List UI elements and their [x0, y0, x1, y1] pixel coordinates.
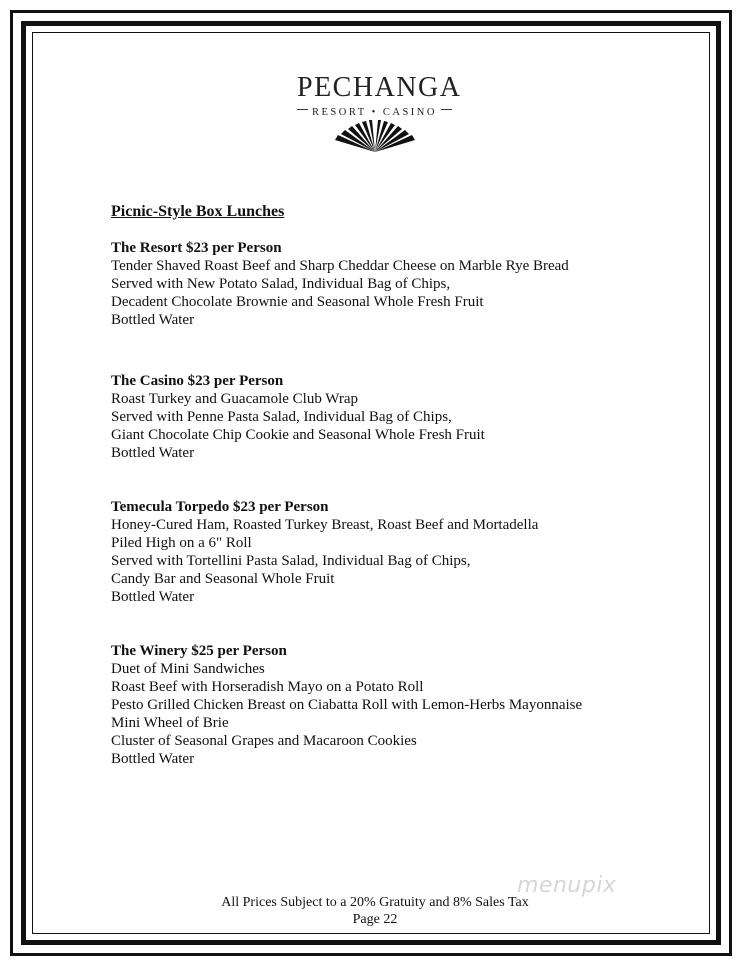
- logo-wordmark: PECHANGA: [297, 72, 462, 103]
- menu-item-name: The Resort $23 per Person: [111, 240, 282, 256]
- logo-subtitle-row: [297, 102, 452, 116]
- menu-item-line: Served with New Potato Salad, Individual Bag of Chips,: [111, 276, 451, 292]
- feather-emblem-icon: [320, 116, 430, 154]
- menu-item-name: Temecula Torpedo $23 per Person: [111, 499, 329, 515]
- menu-item-name: The Winery $25 per Person: [111, 643, 287, 659]
- menu-item-line: Piled High on a 6" Roll: [111, 535, 252, 551]
- menu-item-the-casino: [111, 372, 671, 462]
- menu-item-line: Duet of Mini Sandwiches: [111, 661, 265, 677]
- menu-item-line: Served with Tortellini Pasta Salad, Individual Bag of Chips,: [111, 553, 471, 569]
- menu-item-the-resort: [111, 239, 671, 329]
- menu-item-name: The Casino $23 per Person: [111, 373, 284, 389]
- menu-item-line: Decadent Chocolate Brownie and Seasonal Whole Fresh Fruit: [111, 294, 484, 310]
- menu-item-line: Giant Chocolate Chip Cookie and Seasonal Whole Fresh Fruit: [111, 427, 485, 443]
- menu-item-line: Mini Wheel of Brie: [111, 715, 229, 731]
- menu-item-line: Candy Bar and Seasonal Whole Fruit: [111, 571, 335, 587]
- menu-content: [111, 203, 671, 768]
- footer-note: All Prices Subject to a 20% Gratuity and 8% Sales Tax: [221, 895, 529, 910]
- menu-item-line: Bottled Water: [111, 751, 195, 767]
- menu-item-line: Tender Shaved Roast Beef and Sharp Cheddar Cheese on Marble Rye Bread: [111, 258, 569, 274]
- pechanga-logo: [297, 72, 462, 155]
- menu-item-the-winery: [111, 642, 671, 768]
- menu-item-line: Bottled Water: [111, 589, 195, 605]
- menu-item-line: Honey-Cured Ham, Roasted Turkey Breast, Roast Beef and Mortadella: [111, 517, 539, 533]
- section-title: Picnic-Style Box Lunches: [111, 203, 285, 220]
- menu-item-line: Bottled Water: [111, 312, 195, 328]
- menu-item-temecula-torpedo: [111, 498, 671, 606]
- menu-item-line: Cluster of Seasonal Grapes and Macaroon Cookies: [111, 733, 417, 749]
- menupix-watermark: menupix: [517, 873, 617, 898]
- menu-item-line: Pesto Grilled Chicken Breast on Ciabatta Roll with Lemon-Herbs Mayonnaise: [111, 697, 583, 713]
- menu-item-line: Bottled Water: [111, 445, 195, 461]
- page-number: Page 22: [352, 912, 398, 927]
- menu-item-line: Served with Penne Pasta Salad, Individual Bag of Chips,: [111, 409, 452, 425]
- menu-item-line: Roast Turkey and Guacamole Club Wrap: [111, 391, 359, 407]
- menu-item-line: Roast Beef with Horseradish Mayo on a Potato Roll: [111, 679, 424, 695]
- logo-subtitle: RESORT • CASINO: [308, 107, 441, 118]
